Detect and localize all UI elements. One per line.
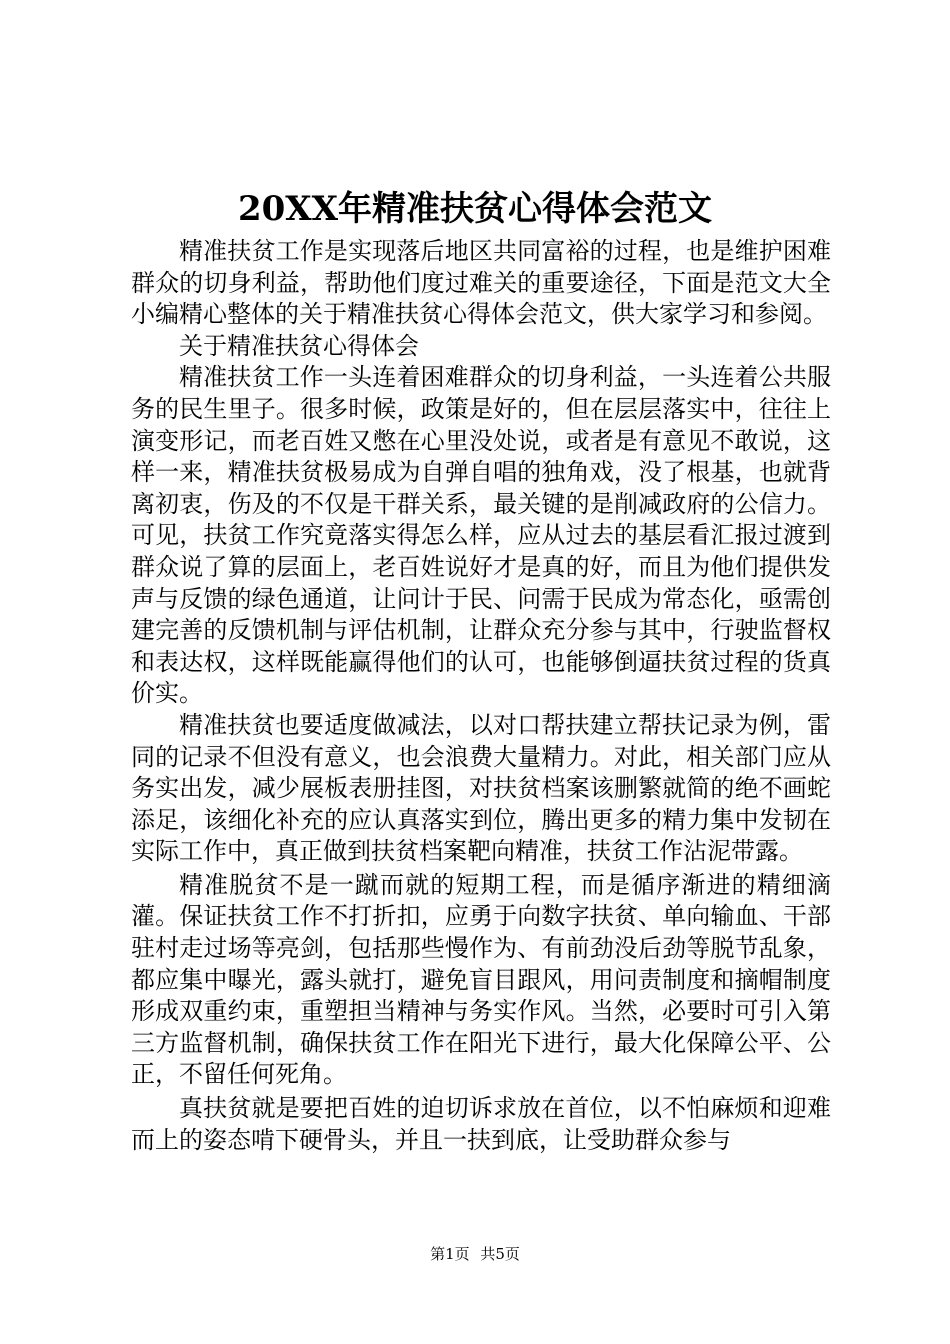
- page-footer: [0, 1244, 950, 1264]
- paragraph-true-poverty-relief: 真扶贫就是要把百姓的迫切诉求放在首位，以不怕麻烦和迎难而上的姿态啃下硬骨头，并且一扶到底，让受助群众参与: [131, 1094, 831, 1154]
- paragraph-intro: 精准扶贫工作是实现落后地区共同富裕的过程，也是维护困难群众的切身利益，帮助他们度过难关的重要途径，下面是范文大全小编精心整体的关于精准扶贫心得体会范文，供大家学习和参阅。: [131, 237, 831, 329]
- paragraph-accountability: 精准脱贫不是一蹴而就的短期工程，而是循序渐进的精细滴灌。保证扶贫工作不打折扣，应勇于向数字扶贫、单向输血、干部驻村走过场等亮剑，包括那些慢作为、有前劲没后劲等脱节乱象，都应集中曝光，露头就打，避免盲目跟风，用问责制度和摘帽制度形成双重约束，重塑担当精神与务实作风。当然，必要时可引入第三方监督机制，确保扶贫工作在阳光下进行，最大化保障公平、公正，不留任何死角。: [131, 870, 831, 1089]
- document-body: [131, 236, 831, 1156]
- paragraph-feedback: 精准扶贫工作一头连着困难群众的切身利益，一头连着公共服务的民生里子。很多时候，政策是好的，但在层层落实中，往往上演变形记，而老百姓又憋在心里没处说，或者是有意见不敢说，这样一来，精准扶贫极易成为自弹自唱的独角戏，没了根基，也就背离初衷，伤及的不仅是干群关系，最关键的是削减政府的公信力。可见，扶贫工作究竟落实得怎么样，应从过去的基层看汇报过渡到群众说了算的层面上，老百姓说好才是真的好，而且为他们提供发声与反馈的绿色通道，让问计于民、问需于民成为常态化，亟需创建完善的反馈机制与评估机制，让群众充分参与其中，行驶监督权和表达权，这样既能赢得他们的认可，也能够倒逼扶贫过程的货真价实。: [131, 363, 831, 708]
- page-number-current: 第1页: [430, 1245, 470, 1263]
- paragraph-subheading: 关于精准扶贫心得体会: [179, 331, 419, 360]
- document-title: 20XX年精准扶贫心得体会范文: [237, 189, 713, 229]
- page-number-total: 共5页: [480, 1245, 520, 1263]
- paragraph-subtraction: 精准扶贫也要适度做减法，以对口帮扶建立帮扶记录为例，雷同的记录不但没有意义，也会浪费大量精力。对此，相关部门应从务实出发，减少展板表册挂图，对扶贫档案该删繁就简的绝不画蛇添足，该细化补充的应认真落实到位，腾出更多的精力集中发韧在实际工作中，真正做到扶贫档案靶向精准，扶贫工作沾泥带露。: [131, 710, 831, 866]
